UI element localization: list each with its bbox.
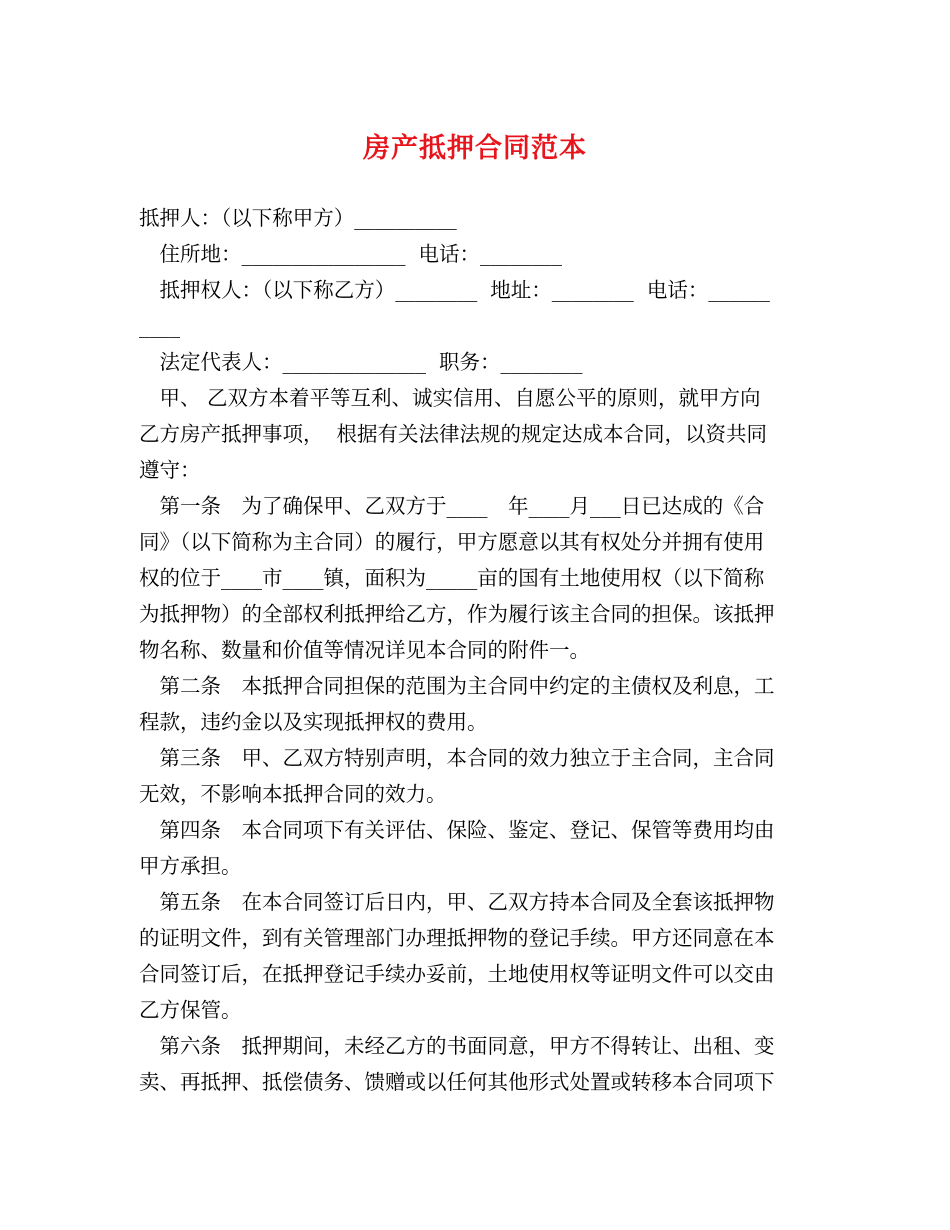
article-5-line: 第五条 在本合同签订后日内，甲、乙双方持本合同及全套该抵押物 xyxy=(139,890,775,914)
article-3-line: 第三条 甲、乙双方特别声明，本合同的效力独立于主合同，主合同 xyxy=(139,746,775,770)
document-body xyxy=(139,200,815,1100)
article-4-line: 甲方承担。 xyxy=(139,854,242,878)
article-5-line: 的证明文件，到有关管理部门办理抵押物的登记手续。甲方还同意在本 xyxy=(139,926,775,950)
preamble-line: 乙方房产抵押事项， 根据有关法律法规的规定达成本合同，以资共同 xyxy=(139,422,768,446)
mortgagor-address-line: 住所地：________________ 电话：________ xyxy=(139,242,563,266)
legal-representative-line: 法定代表人：______________ 职务：________ xyxy=(139,350,583,374)
article-6-line: 卖、再抵押、抵偿债务、馈赠或以任何其他形式处置或转移本合同项下 xyxy=(139,1070,775,1094)
mortgagor-line: 抵押人：（以下称甲方）__________ xyxy=(139,206,457,230)
preamble-line: 遵守： xyxy=(139,458,201,482)
article-5-line: 乙方保管。 xyxy=(139,998,242,1022)
preamble-line: 甲、 乙双方本着平等互利、诚实信用、自愿公平的原则，就甲方向 xyxy=(139,386,761,410)
mortgagee-line: 抵押权人：（以下称乙方）________ 地址：________ 电话：______ xyxy=(139,278,770,302)
article-4-line: 第四条 本合同项下有关评估、保险、鉴定、登记、保管等费用均由 xyxy=(139,818,775,842)
article-1-line: 为抵押物）的全部权利抵押给乙方，作为履行该主合同的担保。该抵押 xyxy=(139,602,775,626)
article-2-line: 程款，违约金以及实现抵押权的费用。 xyxy=(139,710,488,734)
article-1-line: 权的位于____市____镇，面积为_____亩的国有土地使用权（以下简称 xyxy=(139,566,765,590)
article-6-line: 第六条 抵押期间，未经乙方的书面同意，甲方不得转让、出租、变 xyxy=(139,1034,775,1058)
mortgagee-line-continued: ____ xyxy=(139,314,180,338)
article-1-line: 第一条 为了确保甲、乙双方于____ 年____月___日已达成的《合 xyxy=(139,494,765,518)
article-1-line: 同》（以下简称为主合同）的履行，甲方愿意以其有权处分并拥有使用 xyxy=(139,530,765,554)
document-title: 房产抵押合同范本 xyxy=(363,133,587,164)
article-1-line: 物名称、数量和价值等情况详见本合同的附件一。 xyxy=(139,638,590,662)
article-2-line: 第二条 本抵押合同担保的范围为主合同中约定的主债权及利息，工 xyxy=(139,674,775,698)
article-5-line: 合同签订后，在抵押登记手续办妥前，土地使用权等证明文件可以交由 xyxy=(139,962,775,986)
article-3-line: 无效，不影响本抵押合同的效力。 xyxy=(139,782,447,806)
